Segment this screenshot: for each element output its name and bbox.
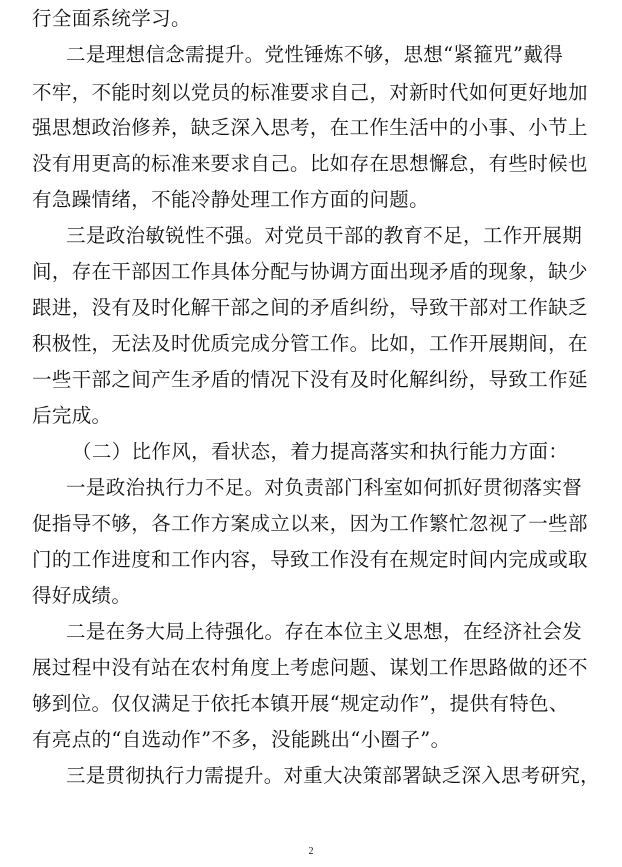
text-line: 后完成。 [32,404,112,427]
section-heading: （二）比作风，看状态，着力提高落实和执行能力方面： [72,440,569,463]
text-line: 强思想政治修养，缺乏深入思考，在工作生活中的小事、小节上 [32,116,588,139]
text-line: 不牢，不能时刻以党员的标准要求自己，对新时代如何更好地加 [32,81,588,104]
text-line: 间，存在干部因工作具体分配与协调方面出现矛盾的现象，缺少 [32,260,588,283]
text-line: 跟进，没有及时化解干部之间的矛盾纠纷，导致干部对工作缺乏 [32,296,588,319]
paragraph-start-line: 一是政治执行力不足。对负责部门科室如何抓好贯彻落实督 [66,476,583,499]
text-line: 门的工作进度和工作内容，导致工作没有在规定时间内完成或取 [32,548,588,571]
text-line: 积极性，无法及时优质完成分管工作。比如，工作开展期间，在 [32,332,588,355]
paragraph-start-line: 二是理想信念需提升。党性锤炼不够，思想“紧箍咒”戴得 [66,43,564,66]
page-number: 2 [308,846,314,857]
text-line: 行全面系统学习。 [32,7,191,30]
text-line: 得好成绩。 [32,584,132,607]
paragraph-start-line: 三是政治敏锐性不强。对党员干部的教育不足，工作开展期 [66,224,583,247]
text-line: 没有用更高的标准来要求自己。比如存在思想懈怠，有些时候也 [32,152,588,175]
text-line: 展过程中没有站在农村角度上考虑问题、谋划工作思路做的还不 [32,656,588,679]
paragraph-start-line: 二是在务大局上待强化。存在本位主义思想，在经济社会发 [66,620,583,643]
paragraph-start-line: 三是贯彻执行力需提升。对重大决策部署缺乏深入思考研究， [66,764,600,787]
text-line: 有亮点的“自选动作”不多，没能跳出“小圈子”。 [32,728,451,751]
text-line: 有急躁情绪，不能冷静处理工作方面的问题。 [32,188,430,211]
text-line: 促指导不够，各工作方案成立以来，因为工作繁忙忽视了一些部 [32,512,588,535]
text-line: 够到位。仅仅满足于依托本镇开展“规定动作”，提供有特色、 [32,692,569,715]
text-line: 一些干部之间产生矛盾的情况下没有及时化解纠纷，导致工作延 [32,368,588,391]
